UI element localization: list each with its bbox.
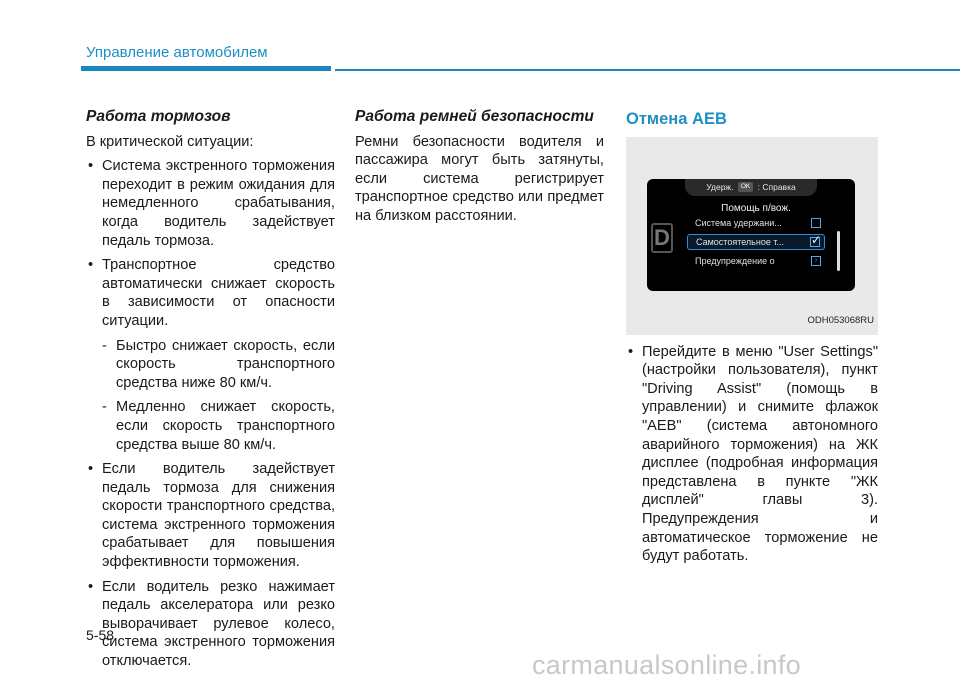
menu-item xyxy=(687,254,825,268)
menu-item-label: Самостоятельное т... xyxy=(696,236,784,247)
list-item xyxy=(86,460,335,572)
bullet-mark: • xyxy=(88,461,94,478)
column-aeb-cancel xyxy=(626,108,878,566)
section-title-seatbelts: Работа ремней безопасности xyxy=(355,108,594,125)
header-title: Управление автомобилем xyxy=(86,44,268,61)
submenu-arrow-icon: › xyxy=(811,256,821,266)
list-item-text: Транспортное средство автоматически снижает скорость в зависимости от опасности ситуации. xyxy=(102,257,335,329)
sub-list-item xyxy=(86,337,335,393)
list-item-text: Перейдите в меню "User Settings" (настройки пользователя), пункт "Driving Assist" (помощь в управлении) и снимите флажок "AEB" (система автономного аварийного торможения) на ЖК дисплее (подробная информация представлена в пункте "ЖК дисплей" главы 3). Предупреждения и автоматическое торможение не будут работать. xyxy=(642,343,878,565)
watermark: carmanualsonline.info xyxy=(532,650,801,680)
list-item xyxy=(86,578,335,671)
sub-list-item-text: Быстро снижает скорость, если скорость транспортного средства ниже 80 км/ч. xyxy=(116,337,335,391)
bullet-mark: • xyxy=(628,343,634,360)
header-bar-right xyxy=(335,69,960,71)
checkbox-empty-icon xyxy=(811,218,821,228)
ok-button-icon: OK xyxy=(738,182,753,192)
column-seatbelts xyxy=(355,108,604,226)
bullet-mark: • xyxy=(88,257,94,274)
page-number: 5-58 xyxy=(86,627,115,643)
section-title-brakes: Работа тормозов xyxy=(86,108,231,125)
list-item xyxy=(86,256,335,330)
menu-item-selected xyxy=(687,234,825,250)
lcd-screen xyxy=(647,179,855,291)
list-item xyxy=(86,157,335,250)
list-item xyxy=(626,343,878,566)
check-icon: ✓ xyxy=(810,232,821,247)
header-bar-left xyxy=(81,66,331,71)
gear-indicator: D xyxy=(651,223,673,253)
sub-list-item-text: Медленно снижает скорость, если скорость транспортного средства выше 80 км/ч. xyxy=(116,399,335,453)
sub-list-item xyxy=(86,398,335,454)
list-item-text: Если водитель резко нажимает педаль акселератора или резко выворачивает рулевое колесо, система экстренного торможения отключается. xyxy=(102,578,335,670)
list-item-text: Система экстренного торможения переходит в режим ожидания для немедленного срабатывания, когда водитель задействует педаль тормоза. xyxy=(102,158,335,249)
dash-mark: - xyxy=(102,399,107,416)
scrollbar-icon xyxy=(837,231,840,271)
bullet-mark: • xyxy=(88,578,94,595)
dash-mark: - xyxy=(102,337,107,354)
menu-item-label: Предупреждение о xyxy=(695,255,775,266)
menu-title: Помощь п/вож. xyxy=(721,202,791,214)
list-item-text: Если водитель задействует педаль тормоза для снижения скорости транспортного средства, система экстренного торможения срабатывает для повышения эффективности торможения. xyxy=(102,461,335,571)
menu-item xyxy=(687,216,825,230)
hold-label: Удерж. xyxy=(706,181,734,192)
section-title-aeb: Отмена AEB xyxy=(626,110,727,128)
intro-text: В критической ситуации: xyxy=(86,133,254,150)
seatbelt-text: Ремни безопасности водителя и пассажира могут быть затянуты, если система регистрирует транспортное средство или предмет на близком расстоянии. xyxy=(355,133,604,224)
menu-item-label: Система удержани... xyxy=(695,217,782,228)
bullet-mark: • xyxy=(88,158,94,175)
screen-top-bar xyxy=(685,179,817,196)
column-brakes xyxy=(86,108,335,671)
help-label: : Справка xyxy=(757,181,796,192)
cluster-figure xyxy=(626,137,878,335)
figure-code: ODH053068RU xyxy=(807,315,874,326)
